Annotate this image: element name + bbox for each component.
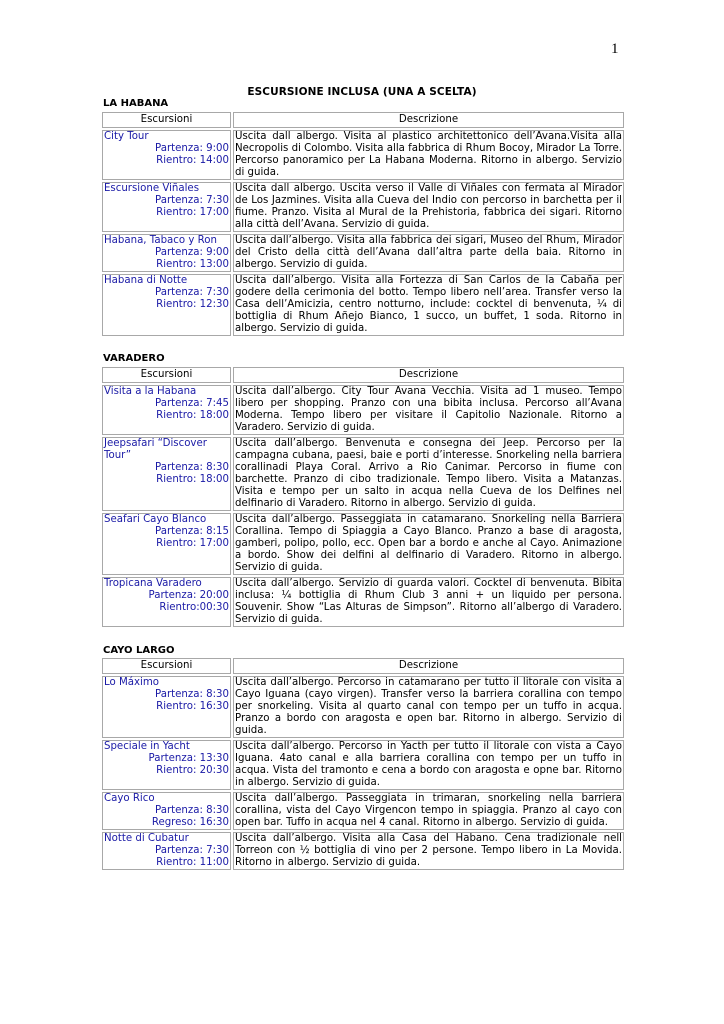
excursion-name: Visita a la Habana [104, 386, 197, 397]
return-time: Rientro: 17:00 [156, 207, 229, 218]
excursion-name: Notte di Cubatur [104, 833, 189, 844]
excursions-table-varadero [100, 365, 626, 629]
header-escursioni: Escursioni [102, 112, 231, 128]
header-descrizione: Descrizione [233, 658, 624, 674]
excursion-name: Jeepsafari “Discover Tour” [104, 438, 207, 461]
excursion-description: Uscita dall albergo. Uscita verso il Valle di Viñales con fermata al Mirador de Los Jazmines. Visita alla Cueva del Indio con percorso in barchetta per il fiume. Pranzo. Visita al Mural de la Prehistoria, fabbrica dei sigari. Ritorno alla città dell’Avana. Servizio di guida. [235, 183, 622, 230]
return-time: Rientro: 16:30 [156, 701, 229, 712]
table-row [102, 832, 624, 870]
excursion-description: Uscita dall’albergo. Percorso in catamarano per tutto il litorale con visita a Cayo Iguana (cayo virgen). Transfer verso la barriera corallina con tempo per snorkeling. Visita al quarto canal con tempo per un tuffo in acqua. Pranzo a bordo con aragosta e open bar. Ritorno in albergo. Servizio di guida. [235, 677, 622, 736]
return-time: Rientro: 14:00 [156, 155, 229, 166]
table-row [102, 437, 624, 511]
table-row [102, 577, 624, 627]
table-row [102, 676, 624, 738]
return-time: Rientro: 13:00 [156, 259, 229, 270]
return-time: Rientro: 11:00 [156, 857, 229, 868]
excursion-description: Uscita dall’albergo. Visita alla fabbrica dei sigari, Museo del Rhum, Mirador del Cristo della città dell’Avana dall’altra parte della baia. Ritorno in albergo. Servizio di guida. [235, 235, 622, 270]
header-escursioni: Escursioni [102, 658, 231, 674]
excursion-description: Uscita dall’albergo. Passeggiata in catamarano. Snorkeling nella Barriera Corallina. Tempo di Spiaggia a Cayo Blanco. Pranzo a base di aragosta, gamberi, polipo, pollo, ecc. Open bar a bordo e anche al Cayo. Animazione a bordo. Show dei delfini al delfinario di Varadero. Ritorno in albergo. Servizio di guida. [235, 514, 622, 573]
departure-time: Partenza: 7:30 [155, 287, 229, 298]
table-row [102, 274, 624, 336]
table-row [102, 182, 624, 232]
departure-time: Partenza: 7:30 [155, 845, 229, 856]
section-title-cayo-largo: CAYO LARGO [103, 645, 175, 656]
excursions-table-cayo-largo [100, 656, 626, 872]
departure-time: Partenza: 8:30 [155, 805, 229, 816]
excursion-name: Escursione Viñales [104, 183, 200, 194]
departure-time: Partenza: 7:30 [155, 195, 229, 206]
excursion-name: Tropicana Varadero [104, 578, 202, 589]
excursion-description: Uscita dall’albergo. Benvenuta e consegna dei Jeep. Percorso per la campagna cubana, paesi, baie e porti d’interesse. Snorkeling nella barriera corallinadi Playa Coral. Arrivo a Rio Canimar. Percorso in fiume con barchette. Pranzo di cibo tradizionale. Tempo libero. Visita a Matanzas. Visita e tempo per un salto in acqua nella Cueva de los Delfines nel delfinario di Varadero. Ritorno in albergo. Servizio di guida. [235, 438, 622, 509]
table-row [102, 234, 624, 272]
return-time: Rientro: 18:00 [156, 410, 229, 421]
return-time: Rientro: 18:00 [156, 474, 229, 485]
departure-time: Partenza: 8:30 [155, 462, 229, 473]
excursion-description: Uscita dall albergo. Visita al plastico architettonico dell’Avana.Visita alla Necropolis di Colombo. Visita alla fabbrica di Rhum Bocoy, Mirador La Torre. Percorso panoramico per La Habana Moderna. Ritorno in albergo. Servizio di guida. [235, 131, 622, 178]
table-row [102, 792, 624, 830]
excursion-name: Habana di Notte [104, 275, 188, 286]
departure-time: Partenza: 7:45 [155, 398, 229, 409]
excursion-description: Uscita dall’albergo. Visita alla Fortezza di San Carlos de la Cabaña per godere della cerimonia del botto. Tempo libero nell’area. Transfer verso la Casa dell’Amicizia, centro notturno, include: cocktel di benvenuta, ¼ di bottiglia di Rhum Añejo Bianco, 1 succo, un buffet, 1 soda. Ritorno in albergo. Servizio di guida. [235, 275, 622, 334]
return-time: Rientro: 20:30 [156, 765, 229, 776]
table-header-row [102, 112, 624, 128]
section-title-varadero: VARADERO [103, 353, 165, 364]
table-header-row [102, 367, 624, 383]
excursion-description: Uscita dall’albergo. Servizio di guarda valori. Cocktel di benvenuta. Bibita inclusa: ¼ bottiglia di Rhum Club 3 anni + un liquido per persona. Souvenir. Show “Las Alturas de Simpson”. Ritorno all’albergo di Varadero. Servizio di guida. [235, 578, 622, 625]
page-number: 1 [611, 41, 619, 57]
table-header-row [102, 658, 624, 674]
departure-time: Partenza: 13:30 [148, 753, 229, 764]
header-descrizione: Descrizione [233, 367, 624, 383]
table-row [102, 385, 624, 435]
departure-time: Partenza: 8:15 [155, 526, 229, 537]
departure-time: Partenza: 8:30 [155, 689, 229, 700]
excursion-name: Seafari Cayo Blanco [104, 514, 207, 525]
header-descrizione: Descrizione [233, 112, 624, 128]
table-row [102, 130, 624, 180]
excursion-name: City Tour [104, 131, 149, 142]
departure-time: Partenza: 9:00 [155, 247, 229, 258]
departure-time: Partenza: 20:00 [148, 590, 229, 601]
excursion-name: Cayo Rico [104, 793, 155, 804]
excursion-description: Uscita dall’albergo. Visita alla Casa del Habano. Cena tradizionale nell Torreon con ½ bottiglia di vino per 2 persone. Tempo libero in La Movida. Ritorno in albergo. Servizio di guida. [235, 833, 622, 868]
table-row [102, 513, 624, 575]
return-time: Rientro: 17:00 [156, 538, 229, 549]
return-time: Rientro:00:30 [159, 602, 229, 613]
page-title: ESCURSIONE INCLUSA (UNA A SCELTA) [247, 86, 477, 98]
excursion-name: Habana, Tabaco y Ron [104, 235, 217, 246]
section-title-la-habana: LA HABANA [103, 98, 169, 109]
excursion-name: Speciale in Yacht [104, 741, 190, 752]
excursion-description: Uscita dall’albergo. Percorso in Yacth per tutto il litorale con vista a Cayo Iguana. 4ato canal e alla barriera corallina con tempo per un tuffo in acqua. Vista del tramonto e cena a bordo con aragosta e opne bar. Ritorno in albergo. Servizio di guida. [235, 741, 622, 788]
return-time: Regreso: 16:30 [151, 817, 229, 828]
table-row [102, 740, 624, 790]
excursions-table-la-habana [100, 110, 626, 338]
excursion-description: Uscita dall’albergo. City Tour Avana Vecchia. Visita ad 1 museo. Tempo libero per shopping. Pranzo con una bibita inclusa. Percorso all’Avana Moderna. Tempo libero per visitare il Capitolio Nazionale. Ritorno a Varadero. Servizio di guida. [235, 386, 622, 433]
return-time: Rientro: 12:30 [156, 299, 229, 310]
excursion-name: Lo Máximo [104, 677, 160, 688]
header-escursioni: Escursioni [102, 367, 231, 383]
departure-time: Partenza: 9:00 [155, 143, 229, 154]
excursion-description: Uscita dall’albergo. Passeggiata in trimaran, snorkeling nella barriera corallina, vista del Cayo Virgencon tempo in spiaggia. Pranzo al cayo con open bar. Tuffo in acqua nel 4 canal. Ritorno in albergo. Servizio di guida. [235, 793, 622, 828]
